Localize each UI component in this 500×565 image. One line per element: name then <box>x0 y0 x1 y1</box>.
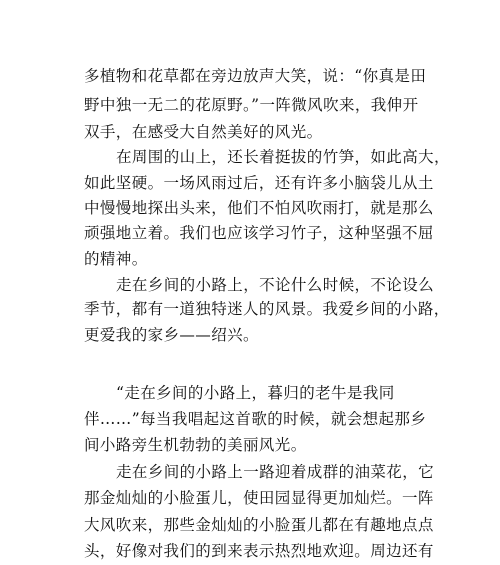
text-line: 双手，在感受大自然美好的风光。 <box>84 123 323 141</box>
text-line: 顽强地立着。我们也应该学习竹子，这种坚强不屈 <box>84 224 434 242</box>
text-line: 走在乡间的小路上，不论什么时候，不论设么 <box>116 276 435 294</box>
text-line: 多植物和花草都在旁边放声大笑，说：“你真是田 <box>84 67 427 85</box>
text-line: 伴……”每当我唱起这首歌的时候，就会想起那乡 <box>84 410 427 428</box>
text-line: 那金灿灿的小脸蛋儿，使田园显得更加灿烂。一阵 <box>84 489 434 507</box>
text-line: 走在乡间的小路上一路迎着成群的油菜花，它 <box>116 463 435 481</box>
text-line: 大风吹来，那些金灿灿的小脸蛋儿都在有趣地点点 <box>84 516 434 534</box>
text-line: 中慢慢地探出头来，他们不怕风吹雨打，就是那么 <box>84 199 434 217</box>
text-line: “走在乡间的小路上，暮归的老牛是我同 <box>116 384 395 402</box>
text-line: 更爱我的家乡——绍兴。 <box>84 326 259 344</box>
text-line: 野中独一无二的花原野。”一阵微风吹来，我伸开 <box>84 96 419 114</box>
text-line: 如此坚硬。一场风雨过后，还有许多小脑袋儿从土 <box>84 174 434 192</box>
text-line: 的精神。 <box>84 250 148 268</box>
text-line: 头，好像对我们的到来表示热烈地欢迎。周边还有 <box>84 542 434 560</box>
text-line: 季节，都有一道独特迷人的风景。我爱乡间的小路， <box>84 300 450 318</box>
text-line: 在周围的山上，还长着挺拔的竹笋，如此高大， <box>116 148 450 166</box>
text-line: 间小路旁生机勃勃的美丽风光。 <box>84 436 307 454</box>
